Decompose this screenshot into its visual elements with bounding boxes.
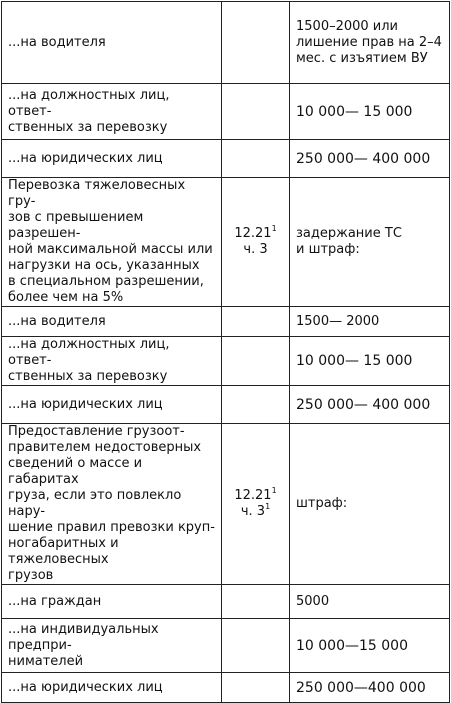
part-superscript: 1 <box>265 502 271 511</box>
penalty-text: 10 000— 15 000 <box>296 103 413 120</box>
penalty-cell <box>290 424 450 585</box>
table-row <box>2 424 450 585</box>
offense-description: ...на водителя <box>2 2 222 84</box>
offense-description: ...на должностных лиц, ответ- ственных за перевозку <box>2 84 222 140</box>
fines-table <box>1 1 450 703</box>
penalty-text: 5000 <box>296 593 330 609</box>
offense-description: ...на юридических лиц <box>2 673 222 703</box>
penalty-text: 1500–2000 или лишение прав на 2–4 мес. с изъятием ВУ <box>296 18 442 66</box>
penalty-text: задержание ТС и штраф: <box>296 226 402 257</box>
penalty-cell <box>290 337 450 386</box>
article-cell <box>222 2 290 84</box>
article-cell <box>222 673 290 703</box>
article-cell <box>222 84 290 140</box>
offense-description: Перевозка тяжеловесных гру- зов с превышением разрешен- ной максимальной массы или нагрузки на ось, указанных в специальном разрешении, более чем на 5% <box>2 178 222 307</box>
penalty-cell <box>290 2 450 84</box>
table-row <box>2 585 450 619</box>
article-cell <box>222 337 290 386</box>
article-superscript: 1 <box>271 486 277 495</box>
article-number: 12.21$^1$ <box>234 224 277 241</box>
offense-description: ...на должностных лиц, ответ- ственных за перевозку <box>2 337 222 386</box>
penalty-text: 1500— 2000 <box>296 313 380 329</box>
offense-description: ...на граждан <box>2 585 222 619</box>
article-superscript: 1 <box>271 224 277 233</box>
penalty-cell <box>290 84 450 140</box>
offense-description: ...на юридических лиц <box>2 140 222 178</box>
penalty-cell <box>290 673 450 703</box>
table-row <box>2 178 450 307</box>
penalty-cell <box>290 140 450 178</box>
table-row <box>2 140 450 178</box>
article-part: ч. 3 <box>243 242 268 257</box>
penalty-cell <box>290 386 450 424</box>
article-part: ч. $3^1$ <box>240 502 271 519</box>
table-row <box>2 307 450 337</box>
table-row <box>2 337 450 386</box>
article-cell <box>222 386 290 424</box>
table-row <box>2 386 450 424</box>
penalty-cell <box>290 307 450 337</box>
article-cell <box>222 178 290 307</box>
table-row <box>2 619 450 673</box>
penalty-cell <box>290 619 450 673</box>
offense-description: ...на водителя <box>2 307 222 337</box>
penalty-cell <box>290 585 450 619</box>
penalty-text: штраф: <box>296 496 348 511</box>
article-cell <box>222 140 290 178</box>
table-row <box>2 673 450 703</box>
table-row <box>2 84 450 140</box>
article-number: 12.21$^1$ <box>234 486 277 503</box>
penalty-text: 250 000—400 000 <box>296 679 426 696</box>
article-cell <box>222 307 290 337</box>
penalty-text: 250 000— 400 000 <box>296 396 431 413</box>
penalty-cell <box>290 178 450 307</box>
article-cell <box>222 424 290 585</box>
table-row <box>2 2 450 84</box>
penalty-text: 10 000—15 000 <box>296 637 408 654</box>
offense-description: ...на индивидуальных предпри- нимателей <box>2 619 222 673</box>
article-cell <box>222 619 290 673</box>
penalty-text: 250 000— 400 000 <box>296 150 431 167</box>
article-cell <box>222 585 290 619</box>
offense-description: ...на юридических лиц <box>2 386 222 424</box>
penalty-text: 10 000— 15 000 <box>296 353 413 369</box>
offense-description: Предоставление грузоот- правителем недостоверных сведений о массе и габаритах груза, если это повлекло нару- шение правил превозки круп- ногабаритных и тяжеловесных грузов <box>2 424 222 585</box>
